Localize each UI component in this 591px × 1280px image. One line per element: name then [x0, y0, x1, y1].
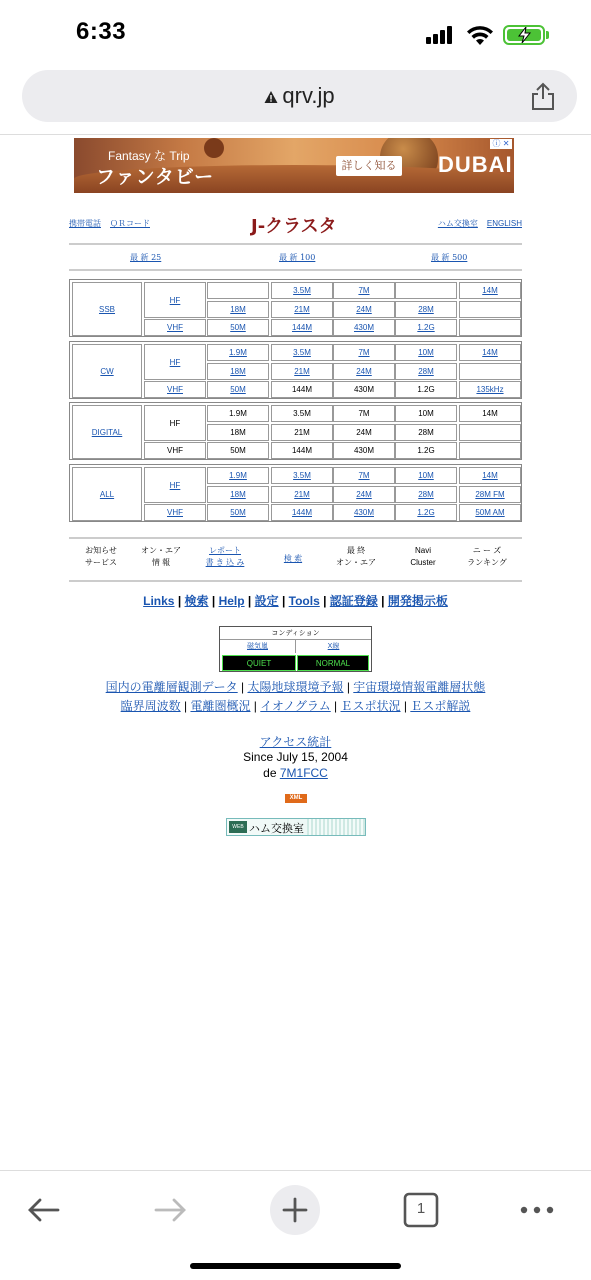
x-ray-link[interactable]: X線 — [327, 643, 340, 650]
menu-item-line2: ランキング — [467, 558, 507, 567]
more-menu-icon[interactable] — [512, 1185, 562, 1235]
freq-cell[interactable]: 7M — [333, 467, 395, 484]
freq-cell[interactable]: 144M — [271, 504, 333, 521]
menu-item — [321, 545, 391, 569]
latest-links — [69, 252, 522, 264]
mode-link-digital[interactable]: DIGITAL — [72, 405, 142, 459]
freq-cell[interactable]: 50M — [207, 381, 269, 398]
since-text: Since July 15, 2004 — [243, 750, 348, 764]
freq-cell[interactable]: 50M AM — [459, 504, 521, 521]
related-links-row1: 国内の電離層観測データ | 太陽地球環境予報 | 宇宙環境情報電離層状態 — [105, 680, 486, 694]
qr-code-link[interactable]: ＱＲコード — [110, 219, 150, 228]
main-nav-link[interactable]: Tools — [288, 594, 320, 608]
freq-cell: 7M — [333, 405, 395, 422]
menu-item-line1: 最 終 — [346, 546, 366, 555]
freq-cell[interactable]: 1.9M — [207, 467, 269, 484]
freq-cell[interactable]: 18M — [207, 301, 269, 318]
freq-cell — [207, 282, 269, 299]
freq-cell: 430M — [333, 442, 395, 459]
freq-cell[interactable]: 1.2G — [395, 319, 457, 336]
mode-link-cw[interactable]: CW — [72, 344, 142, 398]
freq-cell[interactable]: 1.9M — [207, 344, 269, 361]
hf-label: HF — [144, 405, 206, 441]
de-text: de — [263, 766, 277, 780]
ad-brand-logo: DUBAI — [438, 152, 513, 177]
freq-cell[interactable]: 7M — [333, 282, 395, 299]
ham-exchange-link[interactable]: ハム交換室 — [437, 219, 478, 228]
status-time: 6:33 — [76, 18, 127, 45]
freq-cell[interactable]: 7M — [333, 344, 395, 361]
geomagnetic-storm-link[interactable]: 磁気嵐 — [220, 640, 296, 653]
home-indicator — [190, 1263, 401, 1269]
tabs-button[interactable] — [396, 1185, 446, 1235]
new-tab-button[interactable] — [270, 1185, 320, 1235]
freq-cell[interactable]: 50M — [207, 504, 269, 521]
menu-item-line2: サービス — [85, 558, 117, 567]
condition-panel — [219, 626, 372, 672]
ad-tagline: Fantasy な Trip — [108, 149, 190, 163]
menu-item[interactable] — [190, 545, 260, 569]
cellular-signal-icon — [426, 26, 456, 44]
menu-item-line1: Navi — [414, 546, 431, 555]
freq-cell: 18M — [207, 424, 269, 441]
access-stats-link[interactable]: アクセス統計 — [259, 735, 332, 749]
menu-item-line1: 検 索 — [283, 554, 303, 563]
main-nav-link[interactable]: 設定 — [254, 594, 279, 608]
band-table-digital — [69, 402, 522, 460]
freq-cell: 1.9M — [207, 405, 269, 422]
mode-link-all[interactable]: ALL — [72, 467, 142, 521]
menu-item — [452, 545, 522, 569]
freq-cell: 28M — [395, 424, 457, 441]
band-table-ssb — [69, 279, 522, 337]
freq-cell[interactable]: 14M — [459, 282, 521, 299]
main-nav-link[interactable]: 認証登録 — [329, 594, 378, 608]
menu-item-line2: オン・エア — [336, 558, 376, 567]
freq-cell: 1.2G — [395, 381, 457, 398]
vhf-label[interactable]: VHF — [144, 319, 206, 336]
status-bar — [0, 0, 591, 66]
freq-cell — [395, 282, 457, 299]
freq-cell: 430M — [333, 381, 395, 398]
main-links: Links | 検索 | Help | 設定 | Tools | 認証登録 | 開発掲示板 — [143, 594, 448, 608]
freq-cell — [459, 363, 521, 380]
ham-banner-icon: WEB — [229, 821, 247, 833]
freq-cell: 3.5M — [271, 405, 333, 422]
related-link[interactable]: 臨界周波数 — [120, 699, 181, 713]
ad-banner[interactable] — [74, 138, 514, 193]
menu-item[interactable] — [258, 553, 328, 565]
menu-item — [388, 545, 458, 569]
menu-item — [126, 545, 196, 569]
menu-item-line1: ニ ー ズ — [472, 546, 502, 555]
ad-cta-button[interactable]: 詳しく知る — [336, 156, 402, 176]
freq-cell[interactable]: 430M — [333, 504, 395, 521]
battery-icon — [503, 25, 545, 45]
freq-cell[interactable]: 24M — [333, 486, 395, 503]
related-link[interactable]: 宇宙環境情報電離層状態 — [353, 680, 486, 694]
ham-exchange-banner[interactable] — [226, 818, 366, 836]
freq-cell: 50M — [207, 442, 269, 459]
related-link[interactable]: 電離圏概況 — [190, 699, 251, 713]
freq-cell[interactable]: 14M — [459, 467, 521, 484]
hf-label[interactable]: HF — [144, 344, 206, 380]
freq-cell[interactable]: 24M — [333, 363, 395, 380]
condition-title: コンディション — [220, 627, 371, 640]
freq-cell[interactable]: 18M — [207, 486, 269, 503]
freq-cell[interactable]: 28M FM — [459, 486, 521, 503]
freq-cell[interactable]: 21M — [271, 301, 333, 318]
forward-arrow-icon[interactable] — [144, 1185, 194, 1235]
warning-icon — [264, 90, 278, 104]
related-links-row2: 臨界周波数 | 電離圏概況 | イオノグラム | Ｅスポ状況 | Ｅスポ解説 — [120, 699, 471, 713]
related-link[interactable]: Ｅスポ解説 — [410, 699, 471, 713]
freq-cell[interactable]: 144M — [271, 319, 333, 336]
freq-cell[interactable]: 28M — [395, 301, 457, 318]
latest-500-link[interactable]: 最 新 500 — [431, 253, 468, 262]
band-table-cw — [69, 341, 522, 399]
main-nav-link[interactable]: 検索 — [184, 594, 209, 608]
freq-cell[interactable]: 135kHz — [459, 381, 521, 398]
menu-item-line2: 書 き 込 み — [205, 558, 245, 567]
freq-cell[interactable]: 3.5M — [271, 467, 333, 484]
callsign-link[interactable]: 7M1FCC — [279, 766, 328, 780]
ad-choices-icon[interactable]: ⓘ ✕ — [490, 139, 512, 149]
mobile-link[interactable]: 携帯電話 — [69, 219, 101, 228]
freq-cell — [459, 319, 521, 336]
freq-cell[interactable]: 1.2G — [395, 504, 457, 521]
menu-item-line1: お知らせ — [85, 546, 117, 555]
xml-badge[interactable]: XML — [285, 794, 307, 803]
hf-label[interactable]: HF — [144, 282, 206, 318]
freq-cell[interactable]: 24M — [333, 301, 395, 318]
vhf-label[interactable]: VHF — [144, 381, 206, 398]
main-nav-link[interactable]: Links — [143, 594, 175, 608]
address-bar[interactable] — [22, 70, 577, 122]
menu-item-line2: Cluster — [410, 558, 436, 567]
freq-cell[interactable]: 21M — [271, 486, 333, 503]
tab-count: 1 — [416, 1200, 426, 1217]
freq-cell[interactable]: 430M — [333, 319, 395, 336]
freq-cell: 1.2G — [395, 442, 457, 459]
wifi-icon — [466, 24, 494, 46]
share-icon[interactable] — [531, 82, 555, 110]
hf-label[interactable]: HF — [144, 467, 206, 503]
freq-cell — [459, 424, 521, 441]
url-text: qrv.jp — [282, 83, 335, 108]
ad-headline: ファンタビー — [96, 167, 215, 188]
freq-cell[interactable]: 3.5M — [271, 282, 333, 299]
freq-cell: 14M — [459, 405, 521, 422]
related-link[interactable]: 国内の電離層観測データ — [105, 680, 238, 694]
freq-cell: 144M — [271, 442, 333, 459]
related-link[interactable]: Ｅスポ状況 — [340, 699, 401, 713]
menu-item-line1: オン・エア — [141, 546, 181, 555]
freq-cell[interactable]: 14M — [459, 344, 521, 361]
related-link[interactable]: イオノグラム — [260, 699, 331, 713]
freq-cell[interactable]: 10M — [395, 467, 457, 484]
freq-cell — [459, 442, 521, 459]
freq-cell[interactable]: 21M — [271, 363, 333, 380]
freq-cell: 144M — [271, 381, 333, 398]
main-nav-link[interactable]: Help — [218, 594, 245, 608]
x-ray-status: NORMAL — [297, 655, 369, 671]
menu-item-line1: レポート — [209, 546, 241, 555]
main-nav-link[interactable]: 開発掲示板 — [387, 594, 448, 608]
geomagnetic-status: QUIET — [222, 655, 296, 671]
english-link[interactable]: ENGLISH — [486, 219, 522, 228]
freq-cell: 21M — [271, 424, 333, 441]
band-table-all — [69, 464, 522, 522]
freq-cell: 10M — [395, 405, 457, 422]
related-link[interactable]: 太陽地球環境予報 — [247, 680, 344, 694]
freq-cell[interactable]: 10M — [395, 344, 457, 361]
back-arrow-icon[interactable] — [20, 1185, 70, 1235]
freq-cell[interactable]: 28M — [395, 363, 457, 380]
freq-cell: 24M — [333, 424, 395, 441]
freq-cell[interactable]: 50M — [207, 319, 269, 336]
freq-cell[interactable]: 3.5M — [271, 344, 333, 361]
latest-100-link[interactable]: 最 新 100 — [279, 253, 316, 262]
vhf-label[interactable]: VHF — [144, 504, 206, 521]
freq-cell[interactable]: 28M — [395, 486, 457, 503]
main-menu — [69, 545, 522, 575]
ham-banner-text: ハム交換室 — [249, 823, 304, 835]
mode-link-ssb[interactable]: SSB — [72, 282, 142, 336]
menu-item-line2: 情 報 — [151, 558, 171, 567]
freq-cell[interactable]: 18M — [207, 363, 269, 380]
site-header — [69, 210, 522, 240]
freq-cell — [459, 301, 521, 318]
latest-25-link[interactable]: 最 新 25 — [130, 253, 162, 262]
plus-icon — [270, 1185, 320, 1235]
vhf-label: VHF — [144, 442, 206, 459]
page-title: J-クラスタ — [251, 216, 337, 237]
